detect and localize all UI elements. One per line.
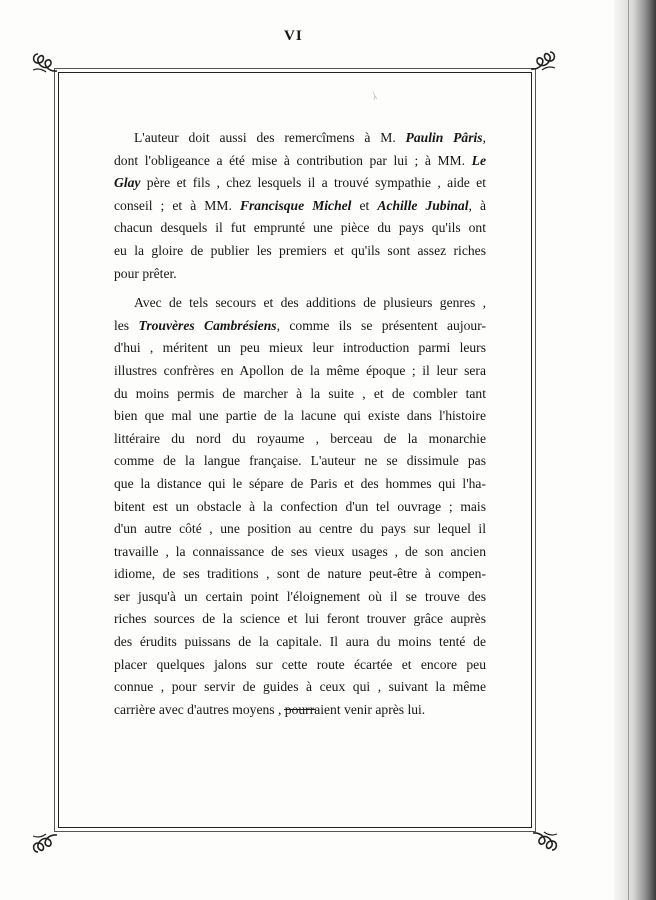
text-run: eu la gloire de publier les premiers et qu'ils sont assez riches xyxy=(114,242,486,258)
text-run: , xyxy=(482,130,486,145)
text-line xyxy=(114,240,486,263)
end-rule xyxy=(284,709,316,710)
text-line xyxy=(114,217,486,240)
text-run: ser jusqu'à un certain point l'éloignement où il se trouve des xyxy=(114,588,486,604)
text-line xyxy=(114,631,486,654)
paper-speck xyxy=(372,91,378,101)
text-line xyxy=(114,473,486,496)
italic-name: Trouvères Cambrésiens xyxy=(138,317,277,333)
text-run: connue , pour servir de guides à ceux qui , suivant la même xyxy=(114,679,486,695)
text-line xyxy=(114,654,486,677)
text-line xyxy=(114,699,486,722)
text-line xyxy=(114,563,486,586)
text-line xyxy=(114,450,486,473)
corner-ornament-icon xyxy=(528,46,558,76)
text-line xyxy=(114,608,486,631)
text-line xyxy=(114,172,486,195)
text-line xyxy=(114,518,486,541)
text-line xyxy=(114,586,486,609)
text-run: carrière avec d'autres moyens , pourraient venir après lui. xyxy=(114,701,426,717)
text-run: conseil ; et à MM. xyxy=(114,197,240,213)
text-run: littéraire du nord du royaume , berceau de la monarchie xyxy=(114,430,486,446)
text-run: d'hui , méritent un peu mieux leur introduction parmi leurs xyxy=(114,340,486,356)
text-line xyxy=(114,428,486,451)
page-gutter-shadow xyxy=(614,0,656,900)
text-run: , à xyxy=(468,197,486,213)
paragraph xyxy=(114,127,486,285)
text-line xyxy=(114,405,486,428)
text-run: dont l'obligeance a été mise à contribution par lui ; à MM. xyxy=(114,152,472,168)
italic-name: Glay xyxy=(114,175,141,191)
body-text xyxy=(114,127,486,721)
text-line xyxy=(114,360,486,383)
text-run: et xyxy=(351,197,378,213)
italic-name: Paulin Pâris xyxy=(405,130,483,145)
text-run: idiome, de ses traditions , sont de nature peut-être à compen- xyxy=(114,566,486,582)
italic-name: Le xyxy=(471,152,486,168)
text-run: du moins permis de marcher à la suite , et de combler tant xyxy=(114,385,486,401)
paragraph xyxy=(114,292,486,721)
text-run: riches sources de la science et lui feront trouver grâce auprès xyxy=(114,611,486,627)
text-line xyxy=(114,383,486,406)
text-line xyxy=(114,315,486,338)
text-run: bien que mal une partie de la lacune qui existe dans l'histoire xyxy=(114,408,486,424)
text-run: , comme ils se présentent aujour- xyxy=(276,317,486,333)
italic-name: Achille Jubinal xyxy=(377,197,469,213)
corner-ornament-icon xyxy=(530,826,560,856)
text-run: placer quelques jalons sur cette route écartée et encore peu xyxy=(114,656,486,672)
text-line xyxy=(114,337,486,360)
text-line xyxy=(114,127,486,150)
text-run: comme de la langue française. L'auteur ne se dissimule pas xyxy=(114,453,486,469)
text-run: d'un autre côté , une position au centre du pays sur lequel il xyxy=(114,521,486,537)
italic-name: Francisque Michel xyxy=(239,197,352,213)
text-run: travaille , la connaissance de ses vieux usages , de son ancien xyxy=(114,543,486,559)
text-run: bitent est un obstacle à la confection d'un tel ouvrage ; mais xyxy=(114,498,486,514)
text-run: pour prêter. xyxy=(114,265,177,281)
text-run: des érudits puissans de la capitale. Il aura du moins tenté de xyxy=(114,634,486,650)
text-run: père et fils , chez lesquels il a trouvé sympathie , aide et xyxy=(140,175,486,191)
text-line xyxy=(114,195,486,218)
text-line xyxy=(114,496,486,519)
text-line xyxy=(114,150,486,173)
text-run: L'auteur doit aussi des remercîmens à M. xyxy=(134,130,406,145)
text-run: les xyxy=(114,317,139,333)
text-run: illustres confrères en Apollon de la même époque ; il leur sera xyxy=(114,362,486,378)
text-line xyxy=(114,676,486,699)
text-run: chacun desquels il fut emprunté une pièce du pays qu'ils ont xyxy=(114,220,486,236)
corner-ornament-icon xyxy=(30,48,60,78)
text-run: que la distance qui le sépare de Paris et des hommes qui l'ha- xyxy=(114,475,486,491)
text-line xyxy=(114,292,486,315)
page-number: VI xyxy=(284,28,303,44)
text-run: Avec de tels secours et des additions de plusieurs genres , xyxy=(134,295,486,311)
corner-ornament-icon xyxy=(30,828,60,858)
text-line xyxy=(114,263,486,286)
text-line xyxy=(114,541,486,564)
